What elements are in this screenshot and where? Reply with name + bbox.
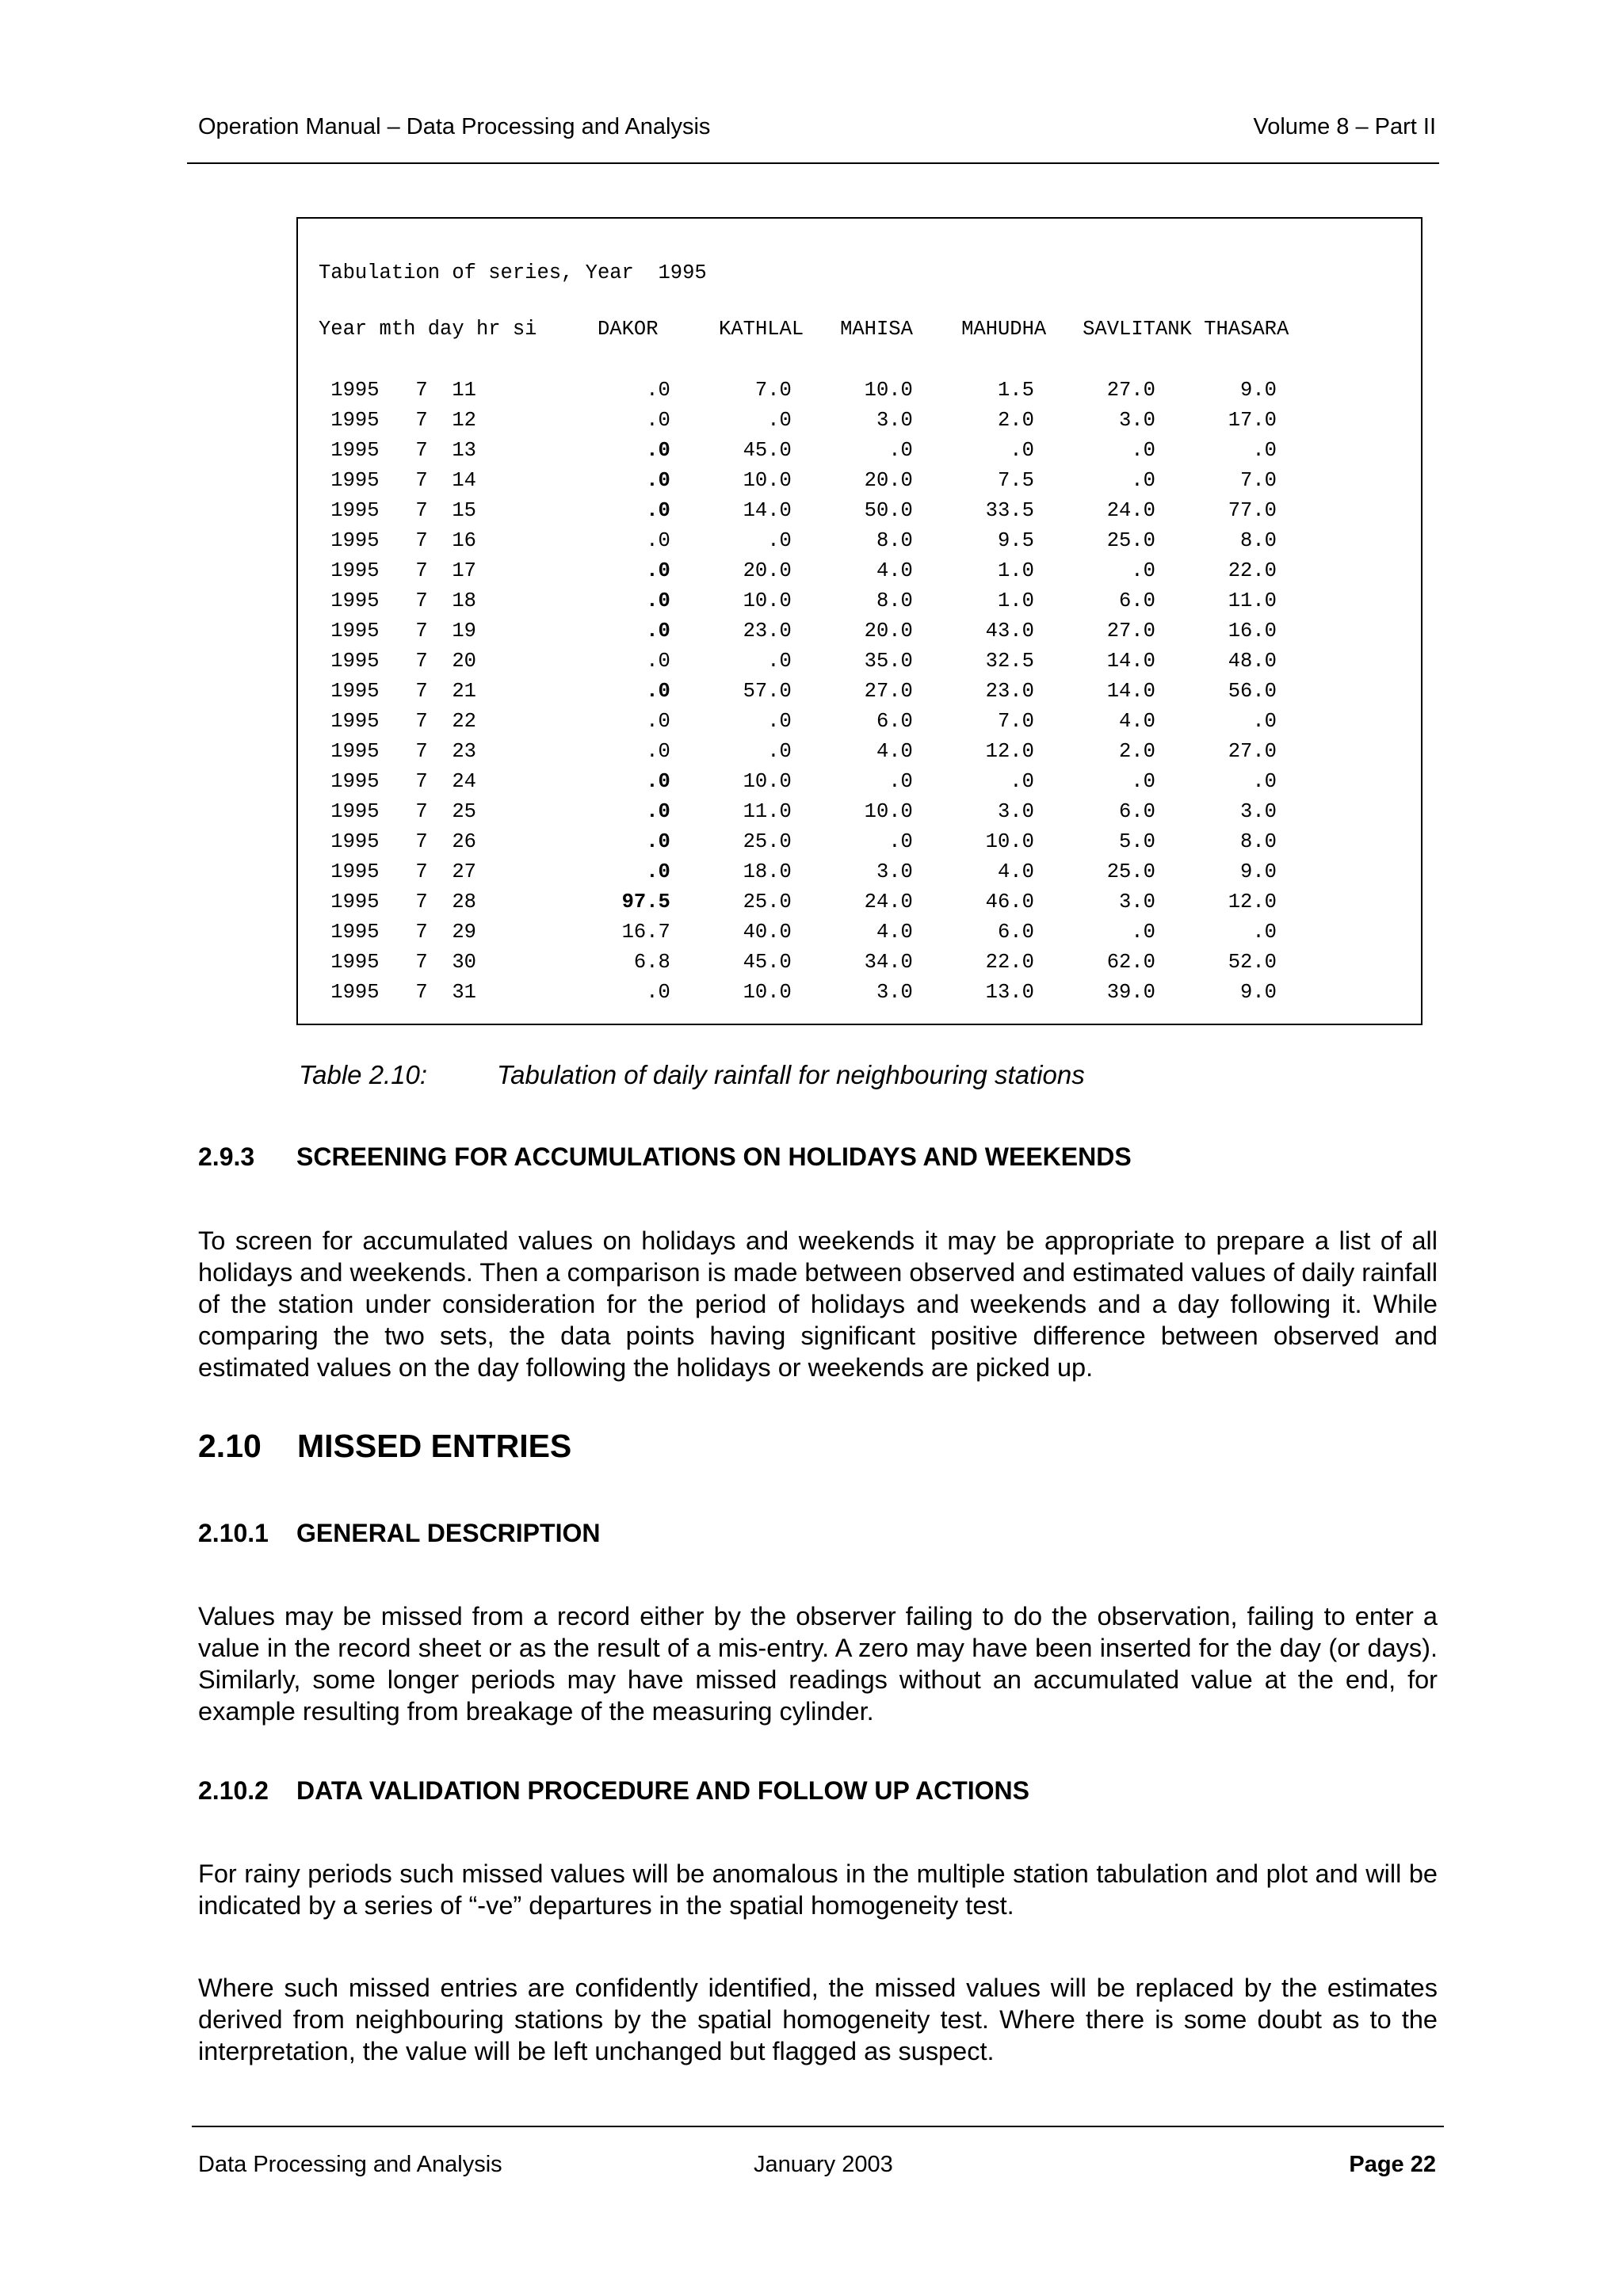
cell-savlitank: 25.0: [1033, 860, 1155, 883]
cell-day: 16: [427, 529, 476, 552]
cell-year: 1995: [319, 559, 380, 582]
cell-kathlal: 20.0: [670, 559, 792, 582]
cell-year: 1995: [319, 529, 380, 552]
cell-year: 1995: [319, 469, 380, 492]
cell-year: 1995: [319, 770, 380, 793]
cell-dakor: 16.7: [475, 921, 670, 944]
column-header: si: [512, 318, 598, 341]
cell-mahisa: 8.0: [791, 589, 913, 612]
cell-year: 1995: [319, 710, 380, 733]
cell-mahudha: 33.5: [912, 499, 1034, 522]
cell-day: 26: [427, 830, 476, 853]
cell-mahisa: 4.0: [791, 921, 913, 944]
cell-month: 7: [379, 529, 428, 552]
header-right: Volume 8 – Part II: [1253, 114, 1436, 139]
cell-day: 28: [427, 891, 476, 913]
footer-page-number: Page 22: [1349, 2152, 1436, 2177]
cell-day: 12: [427, 409, 476, 432]
cell-mahudha: 3.0: [912, 800, 1034, 823]
cell-mahisa: 35.0: [791, 650, 913, 673]
cell-thasara: 27.0: [1155, 740, 1277, 763]
cell-kathlal: 10.0: [670, 981, 792, 1004]
section-title: SCREENING FOR ACCUMULATIONS ON HOLIDAYS AND WEEKENDS: [296, 1142, 1132, 1171]
cell-thasara: 56.0: [1155, 680, 1277, 703]
cell-kathlal: .0: [670, 409, 792, 432]
cell-kathlal: .0: [670, 740, 792, 763]
cell-day: 18: [427, 589, 476, 612]
tabulation-rows: [319, 376, 1277, 1008]
table-row: [319, 948, 1277, 978]
footer-center: January 2003: [754, 2152, 893, 2177]
cell-year: 1995: [319, 921, 380, 944]
cell-day: 22: [427, 710, 476, 733]
table-row: [319, 466, 1277, 496]
cell-savlitank: 27.0: [1033, 379, 1155, 402]
cell-year: 1995: [319, 800, 380, 823]
cell-savlitank: 39.0: [1033, 981, 1155, 1004]
cell-dakor: .0: [475, 860, 670, 883]
cell-day: 23: [427, 740, 476, 763]
cell-savlitank: .0: [1033, 770, 1155, 793]
column-header: day: [427, 318, 476, 341]
table-row: [319, 917, 1277, 948]
cell-dakor: .0: [475, 469, 670, 492]
caption-label: Table 2.10:: [299, 1060, 428, 1089]
table-row: [319, 376, 1277, 406]
table-row: [319, 496, 1277, 526]
cell-mahisa: 3.0: [791, 860, 913, 883]
cell-thasara: 48.0: [1155, 650, 1277, 673]
cell-mahudha: .0: [912, 439, 1034, 462]
section-title: MISSED ENTRIES: [297, 1428, 572, 1464]
cell-savlitank: .0: [1033, 559, 1155, 582]
cell-day: 21: [427, 680, 476, 703]
cell-year: 1995: [319, 620, 380, 643]
cell-savlitank: 3.0: [1033, 891, 1155, 913]
cell-day: 27: [427, 860, 476, 883]
cell-thasara: 9.0: [1155, 981, 1277, 1004]
paragraph-rainy-periods: For rainy periods such missed values will be anomalous in the multiple station tabulation and plot and will be indicated by a series of “-ve” departures in the spatial homogeneity test.: [198, 1859, 1438, 1920]
section-heading-2-9-3: [198, 1142, 1132, 1172]
cell-mahudha: 1.5: [912, 379, 1034, 402]
section-number: 2.9.3: [198, 1142, 255, 1171]
cell-dakor: .0: [475, 800, 670, 823]
cell-mahisa: 20.0: [791, 469, 913, 492]
cell-savlitank: 27.0: [1033, 620, 1155, 643]
cell-kathlal: 18.0: [670, 860, 792, 883]
cell-month: 7: [379, 891, 428, 913]
cell-day: 14: [427, 469, 476, 492]
cell-dakor: .0: [475, 770, 670, 793]
cell-month: 7: [379, 680, 428, 703]
cell-month: 7: [379, 409, 428, 432]
cell-thasara: 3.0: [1155, 800, 1277, 823]
cell-kathlal: 14.0: [670, 499, 792, 522]
cell-mahudha: 6.0: [912, 921, 1034, 944]
table-row: [319, 887, 1277, 917]
table-row: [319, 436, 1277, 466]
column-header: THASARA: [1204, 318, 1289, 341]
table-row: [319, 737, 1277, 767]
cell-mahisa: 8.0: [791, 529, 913, 552]
cell-month: 7: [379, 469, 428, 492]
cell-thasara: 8.0: [1155, 830, 1277, 853]
cell-mahudha: 1.0: [912, 559, 1034, 582]
cell-month: 7: [379, 439, 428, 462]
cell-month: 7: [379, 589, 428, 612]
cell-month: 7: [379, 620, 428, 643]
cell-month: 7: [379, 770, 428, 793]
caption-text: Tabulation of daily rainfall for neighbouring stations: [497, 1060, 1085, 1089]
column-header: DAKOR: [598, 318, 720, 341]
tabulation-header-row: [319, 315, 1289, 345]
cell-savlitank: .0: [1033, 921, 1155, 944]
section-heading-2-10-2: [198, 1776, 1029, 1806]
cell-mahisa: 3.0: [791, 981, 913, 1004]
section-number: 2.10: [198, 1428, 262, 1464]
column-header: KATHLAL: [719, 318, 841, 341]
cell-thasara: 8.0: [1155, 529, 1277, 552]
cell-dakor: .0: [475, 589, 670, 612]
cell-year: 1995: [319, 891, 380, 913]
cell-kathlal: .0: [670, 529, 792, 552]
cell-mahudha: 7.5: [912, 469, 1034, 492]
cell-mahudha: 13.0: [912, 981, 1034, 1004]
cell-savlitank: 14.0: [1033, 650, 1155, 673]
cell-thasara: 7.0: [1155, 469, 1277, 492]
column-header: MAHISA: [840, 318, 962, 341]
cell-dakor: 97.5: [475, 891, 670, 913]
cell-day: 13: [427, 439, 476, 462]
table-row: [319, 827, 1277, 857]
cell-year: 1995: [319, 439, 380, 462]
cell-year: 1995: [319, 680, 380, 703]
cell-kathlal: .0: [670, 710, 792, 733]
cell-savlitank: .0: [1033, 439, 1155, 462]
cell-month: 7: [379, 830, 428, 853]
cell-kathlal: 23.0: [670, 620, 792, 643]
cell-savlitank: 24.0: [1033, 499, 1155, 522]
cell-kathlal: 45.0: [670, 951, 792, 974]
cell-dakor: .0: [475, 650, 670, 673]
tabulation-title: Tabulation of series, Year 1995: [319, 261, 707, 284]
cell-dakor: .0: [475, 620, 670, 643]
cell-year: 1995: [319, 409, 380, 432]
column-header: MAHUDHA: [961, 318, 1083, 341]
cell-mahisa: 4.0: [791, 740, 913, 763]
cell-mahisa: 27.0: [791, 680, 913, 703]
cell-kathlal: 57.0: [670, 680, 792, 703]
cell-kathlal: 45.0: [670, 439, 792, 462]
table-row: [319, 677, 1277, 707]
paragraph-general-description: Values may be missed from a record either by the observer failing to do the observation, failing to enter a value in the record sheet or as the result of a mis-entry. A zero may have been inserted for the day (or days). Similarly, some longer periods may have missed readings without an accumulated value at the end, for example resulting from breakage of the measuring cylinder.: [198, 1602, 1438, 1726]
cell-thasara: .0: [1155, 921, 1277, 944]
cell-dakor: .0: [475, 710, 670, 733]
cell-dakor: .0: [475, 559, 670, 582]
cell-year: 1995: [319, 860, 380, 883]
cell-day: 30: [427, 951, 476, 974]
cell-thasara: 22.0: [1155, 559, 1277, 582]
cell-month: 7: [379, 499, 428, 522]
cell-savlitank: 62.0: [1033, 951, 1155, 974]
paragraph-missed-entries: Where such missed entries are confidently identified, the missed values will be replaced by the estimates derived from neighbouring stations by the spatial homogeneity test. Where there is some doubt as to the interpretation, the value will be left unchanged but flagged as suspect.: [198, 1974, 1438, 2065]
footer-left: Data Processing and Analysis: [198, 2152, 502, 2177]
section-heading-2-10: [198, 1428, 571, 1465]
paragraph-holidays: To screen for accumulated values on holidays and weekends it may be appropriate to prepare a list of all holidays and weekends. Then a comparison is made between observed and estimated values of daily rainfall of the station under consideration for the period of holidays and weekends and a day following it. While comparing the two sets, the data points having significant positive difference between observed and estimated values on the day following the holidays or weekends are picked up.: [198, 1226, 1438, 1382]
cell-mahudha: 10.0: [912, 830, 1034, 853]
cell-month: 7: [379, 981, 428, 1004]
cell-month: 7: [379, 860, 428, 883]
cell-year: 1995: [319, 379, 380, 402]
cell-mahudha: 23.0: [912, 680, 1034, 703]
section-heading-2-10-1: [198, 1519, 600, 1548]
cell-savlitank: 4.0: [1033, 710, 1155, 733]
cell-savlitank: 2.0: [1033, 740, 1155, 763]
section-title: DATA VALIDATION PROCEDURE AND FOLLOW UP ACTIONS: [296, 1776, 1029, 1805]
cell-kathlal: 10.0: [670, 589, 792, 612]
cell-thasara: 17.0: [1155, 409, 1277, 432]
cell-mahisa: 6.0: [791, 710, 913, 733]
cell-savlitank: 14.0: [1033, 680, 1155, 703]
cell-thasara: .0: [1155, 710, 1277, 733]
table-row: [319, 978, 1277, 1008]
table-row: [319, 857, 1277, 887]
cell-savlitank: 6.0: [1033, 589, 1155, 612]
cell-dakor: .0: [475, 981, 670, 1004]
cell-month: 7: [379, 650, 428, 673]
cell-year: 1995: [319, 981, 380, 1004]
section-title: GENERAL DESCRIPTION: [296, 1519, 601, 1547]
section-number: 2.10.2: [198, 1776, 269, 1805]
cell-mahudha: 43.0: [912, 620, 1034, 643]
cell-savlitank: 25.0: [1033, 529, 1155, 552]
cell-year: 1995: [319, 589, 380, 612]
cell-mahisa: .0: [791, 770, 913, 793]
table-row: [319, 797, 1277, 827]
footer-rule: [192, 2126, 1444, 2127]
header-rule: [187, 162, 1439, 164]
cell-kathlal: 10.0: [670, 770, 792, 793]
header-left: Operation Manual – Data Processing and Analysis: [198, 114, 711, 139]
cell-mahudha: 1.0: [912, 589, 1034, 612]
cell-kathlal: 7.0: [670, 379, 792, 402]
cell-day: 31: [427, 981, 476, 1004]
cell-savlitank: 6.0: [1033, 800, 1155, 823]
cell-kathlal: 25.0: [670, 830, 792, 853]
cell-thasara: 11.0: [1155, 589, 1277, 612]
table-row: [319, 767, 1277, 797]
cell-thasara: 52.0: [1155, 951, 1277, 974]
cell-kathlal: 40.0: [670, 921, 792, 944]
table-row: [319, 526, 1277, 556]
cell-day: 24: [427, 770, 476, 793]
cell-thasara: .0: [1155, 770, 1277, 793]
cell-month: 7: [379, 710, 428, 733]
cell-dakor: .0: [475, 499, 670, 522]
cell-mahudha: 12.0: [912, 740, 1034, 763]
column-header: SAVLITANK: [1083, 318, 1205, 341]
cell-mahisa: 4.0: [791, 559, 913, 582]
cell-year: 1995: [319, 951, 380, 974]
cell-thasara: 12.0: [1155, 891, 1277, 913]
cell-mahudha: 4.0: [912, 860, 1034, 883]
cell-dakor: .0: [475, 830, 670, 853]
cell-kathlal: 11.0: [670, 800, 792, 823]
table-row: [319, 586, 1277, 616]
table-row: [319, 707, 1277, 737]
cell-kathlal: .0: [670, 650, 792, 673]
cell-thasara: 9.0: [1155, 860, 1277, 883]
cell-mahudha: 46.0: [912, 891, 1034, 913]
cell-month: 7: [379, 740, 428, 763]
cell-kathlal: 25.0: [670, 891, 792, 913]
cell-month: 7: [379, 951, 428, 974]
cell-thasara: 77.0: [1155, 499, 1277, 522]
cell-dakor: .0: [475, 409, 670, 432]
cell-month: 7: [379, 379, 428, 402]
column-header: Year: [319, 318, 380, 341]
cell-mahisa: 20.0: [791, 620, 913, 643]
cell-dakor: .0: [475, 379, 670, 402]
cell-mahudha: 9.5: [912, 529, 1034, 552]
cell-thasara: .0: [1155, 439, 1277, 462]
cell-dakor: .0: [475, 680, 670, 703]
table-caption: [299, 1060, 1085, 1090]
cell-dakor: .0: [475, 529, 670, 552]
cell-day: 20: [427, 650, 476, 673]
cell-month: 7: [379, 921, 428, 944]
cell-mahudha: 22.0: [912, 951, 1034, 974]
cell-dakor: .0: [475, 439, 670, 462]
cell-year: 1995: [319, 830, 380, 853]
cell-mahudha: 2.0: [912, 409, 1034, 432]
section-number: 2.10.1: [198, 1519, 269, 1547]
cell-mahisa: 10.0: [791, 379, 913, 402]
table-row: [319, 616, 1277, 646]
cell-mahudha: .0: [912, 770, 1034, 793]
cell-mahudha: 7.0: [912, 710, 1034, 733]
cell-dakor: .0: [475, 740, 670, 763]
cell-thasara: 16.0: [1155, 620, 1277, 643]
cell-day: 17: [427, 559, 476, 582]
cell-dakor: 6.8: [475, 951, 670, 974]
cell-savlitank: 5.0: [1033, 830, 1155, 853]
cell-mahisa: 50.0: [791, 499, 913, 522]
column-header: mth: [379, 318, 428, 341]
cell-mahisa: 24.0: [791, 891, 913, 913]
cell-mahudha: 32.5: [912, 650, 1034, 673]
table-row: [319, 406, 1277, 436]
cell-kathlal: 10.0: [670, 469, 792, 492]
cell-mahisa: 34.0: [791, 951, 913, 974]
cell-mahisa: 3.0: [791, 409, 913, 432]
cell-mahisa: .0: [791, 439, 913, 462]
cell-day: 11: [427, 379, 476, 402]
cell-savlitank: .0: [1033, 469, 1155, 492]
cell-savlitank: 3.0: [1033, 409, 1155, 432]
cell-thasara: 9.0: [1155, 379, 1277, 402]
table-row: [319, 646, 1277, 677]
cell-mahisa: 10.0: [791, 800, 913, 823]
cell-day: 25: [427, 800, 476, 823]
cell-year: 1995: [319, 740, 380, 763]
cell-year: 1995: [319, 650, 380, 673]
cell-day: 15: [427, 499, 476, 522]
cell-year: 1995: [319, 499, 380, 522]
table-row: [319, 556, 1277, 586]
cell-month: 7: [379, 559, 428, 582]
cell-month: 7: [379, 800, 428, 823]
column-header: hr: [475, 318, 513, 341]
cell-mahisa: .0: [791, 830, 913, 853]
cell-day: 19: [427, 620, 476, 643]
cell-day: 29: [427, 921, 476, 944]
